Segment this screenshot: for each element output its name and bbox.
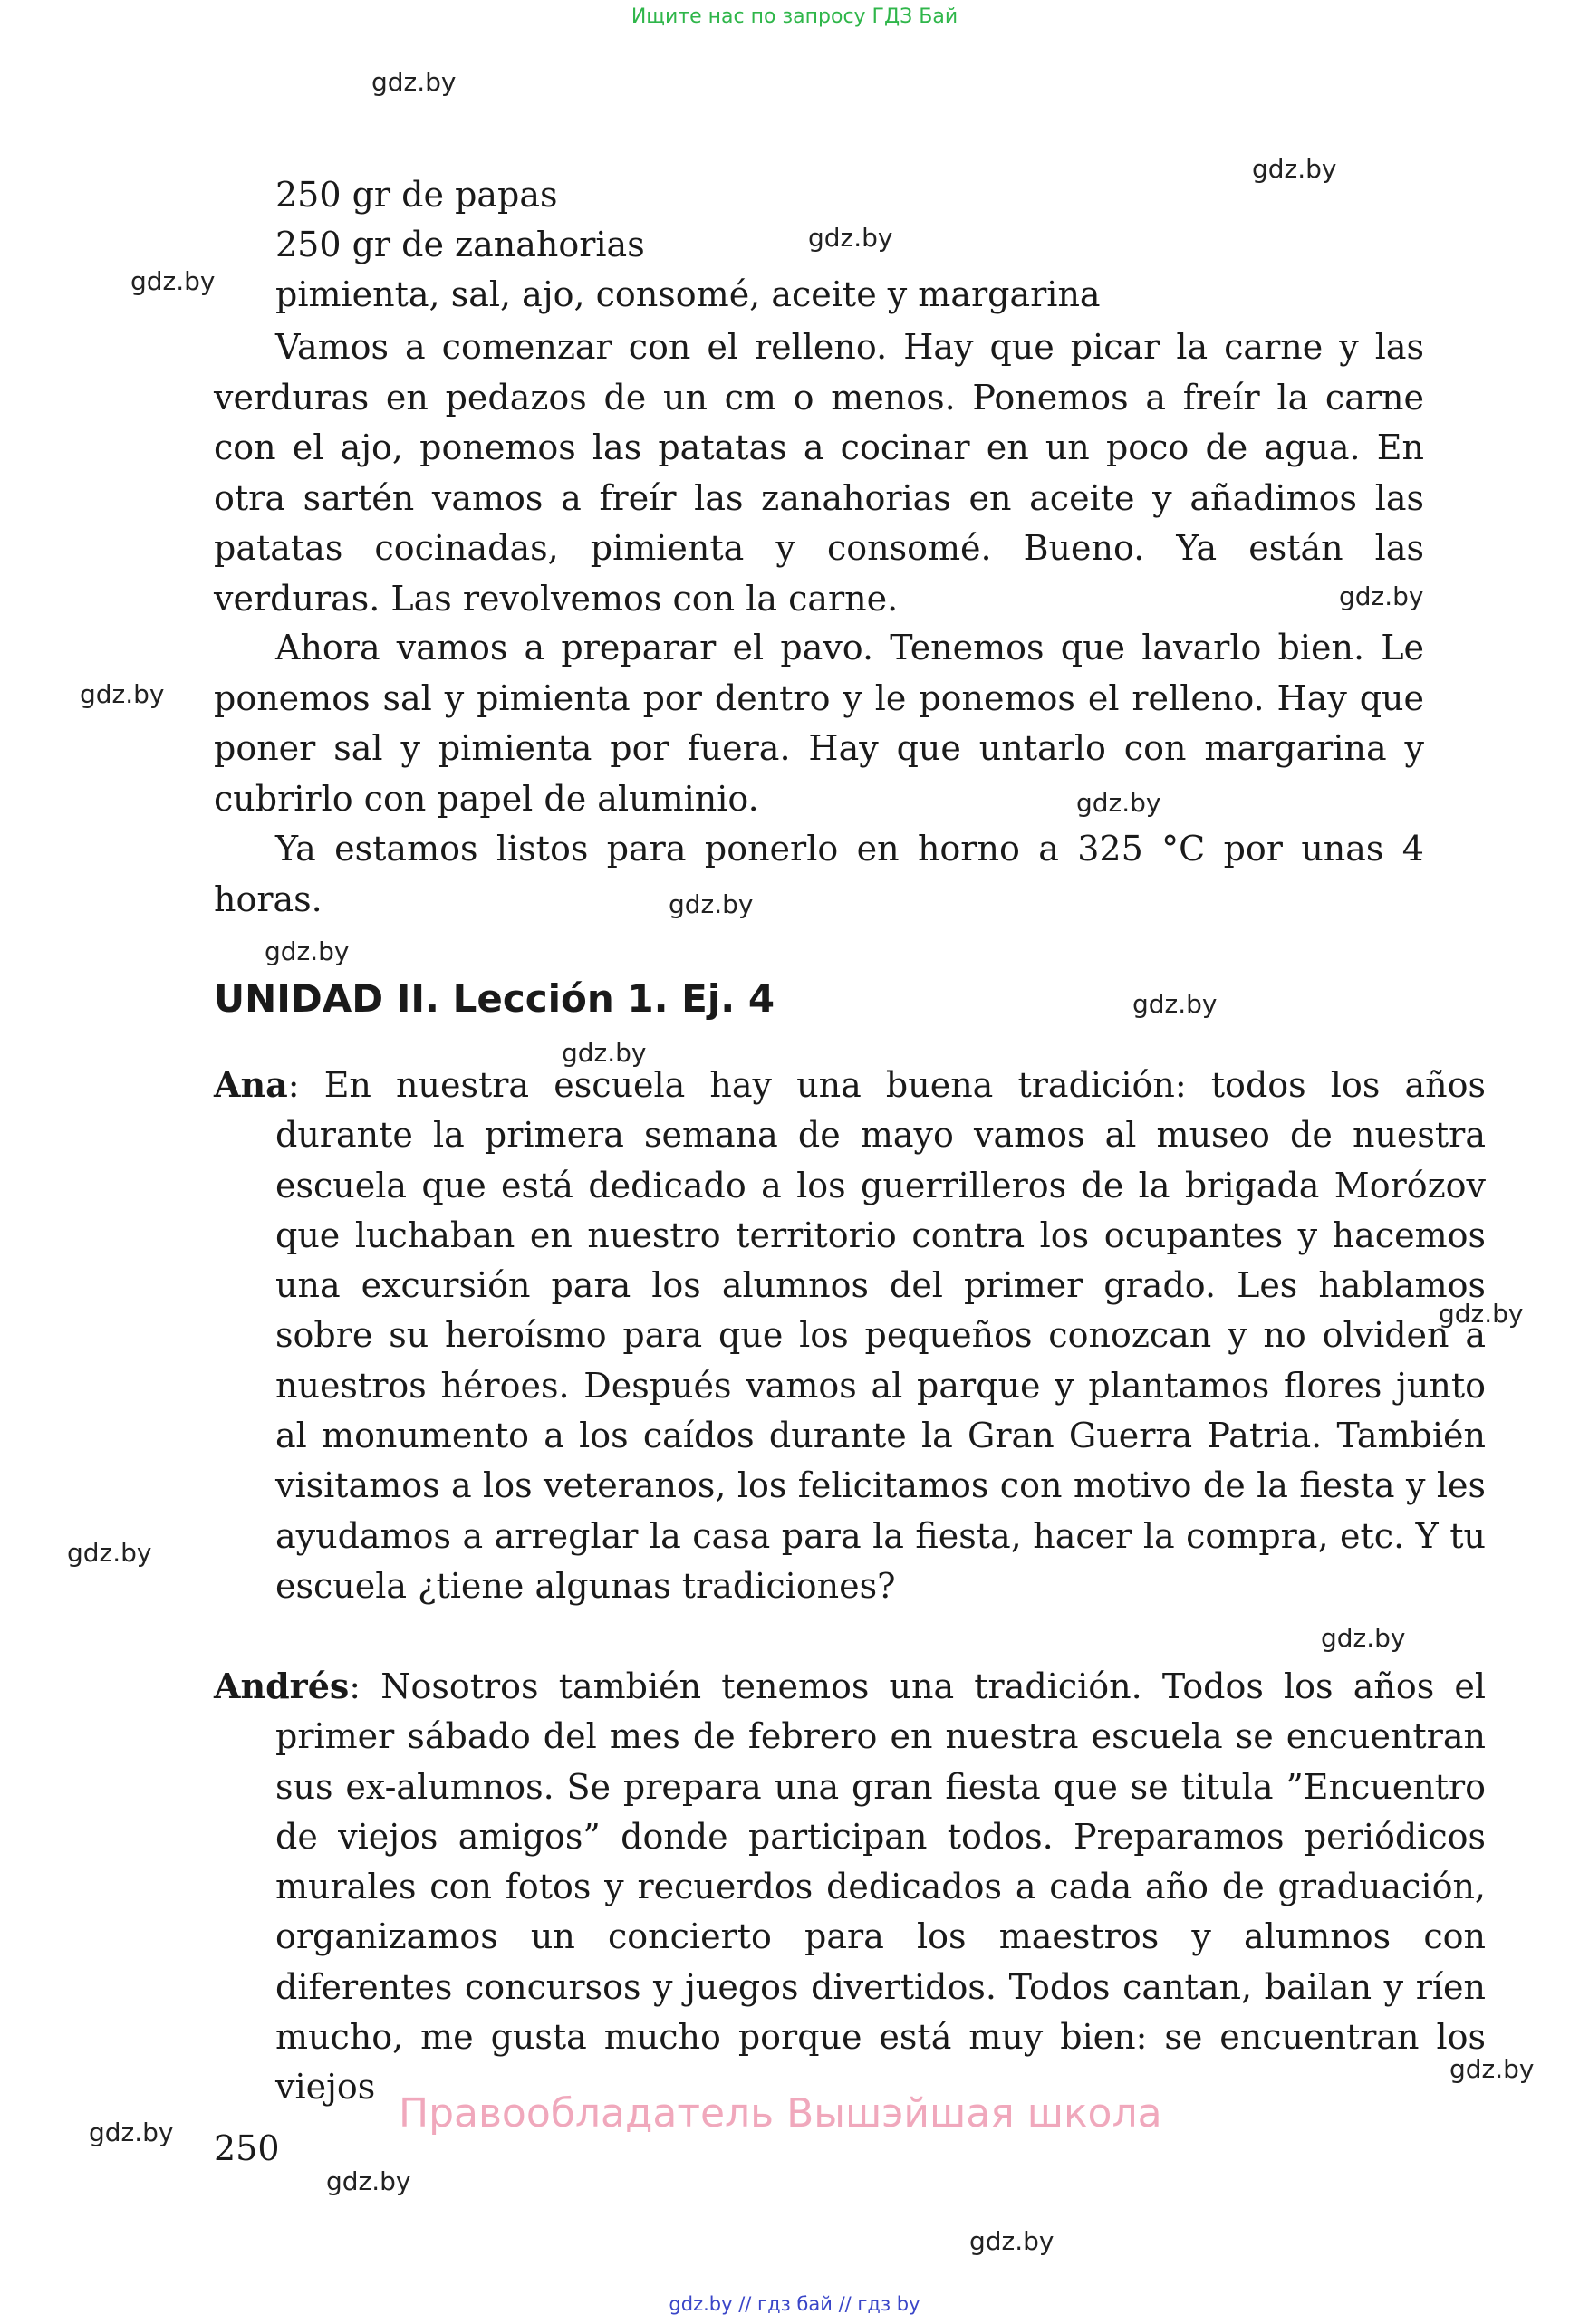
watermark: gdz.by — [1339, 581, 1424, 611]
dialogue-text: Nosotros también tenemos una tradición. Todos los años el primer sábado del mes de febrero en nuestra escuela se encuentran sus ex-alumnos. Se prepara una gran fiesta que se titula ”Encuentro de viejos amigos” donde participan todos. Preparamos periódicos murales con fotos y recuerdos dedicados a cada año de graduación, organizamos un concierto para los maestros y alumnos con diferentes concursos y juegos divertidos. Todos cantan, bailan y ríen mucho, me gusta mucho porque está muy bien: se encuentran los viejos — [275, 1666, 1486, 2108]
watermark: gdz.by — [808, 223, 893, 253]
watermark: gdz.by — [1252, 154, 1337, 184]
watermark: gdz.by — [89, 2118, 174, 2147]
watermark: gdz.by — [265, 936, 350, 966]
rights-holder-watermark: Правообладатель Вышэйшая школа — [399, 2090, 1162, 2137]
ingredient-item: 250 gr de papas — [275, 175, 558, 215]
watermark: gdz.by — [562, 1038, 647, 1068]
watermark: gdz.by — [80, 679, 165, 709]
speaker-name: Ana — [214, 1064, 288, 1105]
watermark: gdz.by — [1439, 1299, 1524, 1329]
watermark: gdz.by — [1076, 788, 1161, 818]
watermark: gdz.by — [67, 1538, 152, 1568]
ingredient-item: 250 gr de zanahorias — [275, 225, 645, 264]
footer-links[interactable]: gdz.by // гдз бай // гдз by — [669, 2293, 920, 2315]
watermark: gdz.by — [969, 2226, 1055, 2256]
top-banner[interactable]: Ищите нас по запросу ГДЗ Бай — [631, 5, 958, 28]
dialogue-entry: Andrés: Nosotros también tenemos una tradición. Todos los años el primer sábado del mes de febrero en nuestra escuela se encuentran sus ex-alumnos. Se prepara una gran fiesta que se titula ”Encuentro de viejos amigos” donde participan todos. Preparamos periódicos murales con fotos y recuerdos dedicados a cada año de graduación, organizamos un concierto para los maestros y alumnos con diferentes concursos y juegos divertidos. Todos cantan, bailan y ríen mucho, me gusta mucho porque está muy bien: se encuentran los viejos — [214, 1666, 1486, 2108]
watermark: gdz.by — [1321, 1623, 1406, 1653]
watermark: gdz.by — [1132, 989, 1218, 1019]
ingredient-list — [275, 170, 1424, 320]
watermark: gdz.by — [326, 2166, 411, 2196]
watermark: gdz.by — [130, 266, 216, 296]
watermark: gdz.by — [669, 889, 754, 919]
watermark: gdz.by — [1449, 2054, 1535, 2084]
page-number: 250 — [214, 2128, 280, 2168]
section-heading: UNIDAD II. Lección 1. Ej. 4 — [214, 976, 775, 1021]
dialogue-entry: Ana: En nuestra escuela hay una buena tradición: todos los años durante la primera semana de mayo vamos al museo de nuestra escuela que está dedicado a los guerrilleros de la brigada Morózov que luchaban en nuestro territorio contra los ocupantes y hacemos una excursión para los alumnos del primer grado. Les hablamos sobre su heroísmo para que los pequeños conozcan y no olviden a nuestros héroes. Después vamos al parque y plantamos flores junto al monumento a los caídos durante la Gran Guerra Patria. También visitamos a los veteranos, los felicitamos con motivo de la fiesta y les ayudamos a arreglar la casa para la fiesta, hacer la compra, etc. Y tu escuela ¿tiene algunas tradiciones? — [214, 1064, 1486, 1606]
recipe-paragraph: Ya estamos listos para ponerlo en horno a 325 °C por unas 4 horas. — [214, 829, 1424, 919]
ingredient-item: pimienta, sal, ajo, consomé, aceite y margarina — [275, 274, 1101, 314]
recipe-paragraph: Vamos a comenzar con el relleno. Hay que picar la carne y las verduras en pedazos de un cm o menos. Ponemos a freír la carne con el ajo, ponemos las patatas a cocinar en un poco de agua. En otra sartén vamos a freír las zanahorias en aceite y añadimos las patatas cocinadas, pimienta y consomé. Bueno. Ya están las verduras. Las revolvemos con la carne. — [214, 327, 1424, 619]
dialogue-text: En nuestra escuela hay una buena tradición: todos los años durante la primera semana de mayo vamos al museo de nuestra escuela que está dedicado a los guerrilleros de la brigada Morózov que luchaban en nuestro territorio contra los ocupantes y hacemos una excursión para los alumnos del primer grado. Les hablamos sobre su heroísmo para que los pequeños conozcan y no olviden a nuestros héroes. Después vamos al parque y plantamos flores junto al monumento a los caídos durante la Gran Guerra Patria. También visitamos a los veteranos, los felicitamos con motivo de la fiesta y les ayudamos a arreglar la casa para la fiesta, hacer la compra, etc. Y tu escuela ¿tiene algunas tradiciones? — [275, 1065, 1486, 1606]
recipe-paragraph: Ahora vamos a preparar el pavo. Tenemos que lavarlo bien. Le ponemos sal y pimienta por dentro y le ponemos el relleno. Hay que poner sal y pimienta por fuera. Hay que untarlo con margarina y cubrirlo con papel de aluminio. — [214, 628, 1424, 819]
watermark: gdz.by — [371, 67, 457, 97]
speaker-name: Andrés — [214, 1666, 350, 1706]
